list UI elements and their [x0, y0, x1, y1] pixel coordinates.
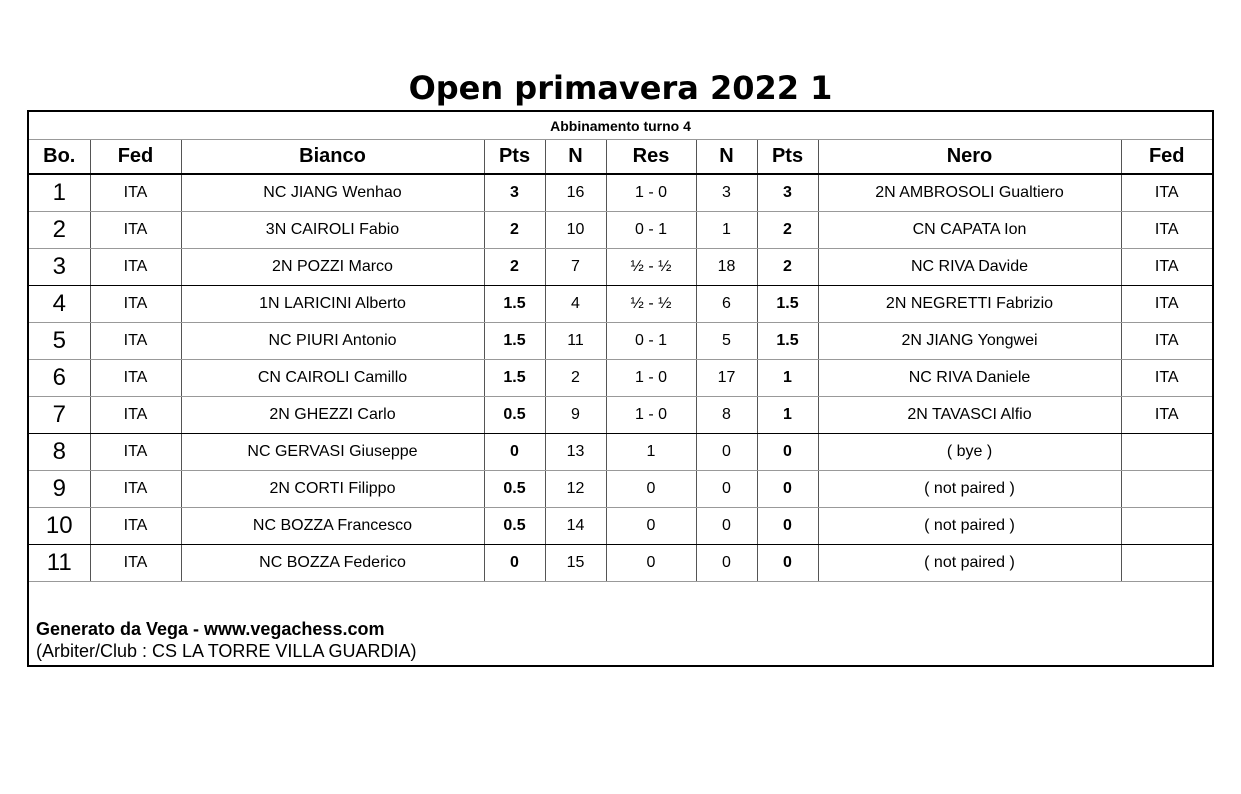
black-player: NC RIVA Daniele: [818, 360, 1121, 397]
board-number: 3: [29, 249, 90, 286]
pts-white: 1.5: [484, 323, 545, 360]
result: 0 - 1: [606, 212, 696, 249]
black-player: ( not paired ): [818, 545, 1121, 582]
pairings-table: [29, 140, 1212, 582]
white-player: 2N CORTI Filippo: [181, 471, 484, 508]
fed-white: ITA: [90, 434, 181, 471]
board-number: 6: [29, 360, 90, 397]
fed-white: ITA: [90, 508, 181, 545]
pts-black: 2: [757, 212, 818, 249]
pairing-row: [29, 397, 1212, 434]
generator-credit: Generato da Vega - www.vegachess.com: [36, 619, 385, 639]
pts-white: 0.5: [484, 397, 545, 434]
result: 0: [606, 508, 696, 545]
pairing-row: [29, 360, 1212, 397]
n-white: 13: [545, 434, 606, 471]
footer: [36, 618, 416, 662]
white-player: 2N POZZI Marco: [181, 249, 484, 286]
n-black: 3: [696, 174, 757, 212]
white-player: 2N GHEZZI Carlo: [181, 397, 484, 434]
black-player: 2N NEGRETTI Fabrizio: [818, 286, 1121, 323]
result: ½ - ½: [606, 286, 696, 323]
pts-white: 3: [484, 174, 545, 212]
header-board: Bo.: [29, 140, 90, 174]
board-number: 8: [29, 434, 90, 471]
fed-black: ITA: [1121, 286, 1212, 323]
document-title: Open primavera 2022 1: [408, 69, 833, 107]
white-player: NC BOZZA Federico: [181, 545, 484, 582]
fed-white: ITA: [90, 212, 181, 249]
pairing-row: [29, 286, 1212, 323]
pts-white: 0: [484, 434, 545, 471]
header-fed-black: Fed: [1121, 140, 1212, 174]
header-black: Nero: [818, 140, 1121, 174]
fed-white: ITA: [90, 249, 181, 286]
board-number: 4: [29, 286, 90, 323]
pairing-row: [29, 545, 1212, 582]
header-n-black: N: [696, 140, 757, 174]
fed-white: ITA: [90, 323, 181, 360]
n-white: 2: [545, 360, 606, 397]
pts-white: 1.5: [484, 360, 545, 397]
n-black: 0: [696, 471, 757, 508]
white-player: CN CAIROLI Camillo: [181, 360, 484, 397]
black-player: CN CAPATA Ion: [818, 212, 1121, 249]
round-subtitle: Abbinamento turno 4: [550, 118, 691, 134]
black-player: NC RIVA Davide: [818, 249, 1121, 286]
result: 1: [606, 434, 696, 471]
result: 0: [606, 471, 696, 508]
n-black: 1: [696, 212, 757, 249]
fed-black: ITA: [1121, 174, 1212, 212]
fed-black: [1121, 545, 1212, 582]
board-number: 2: [29, 212, 90, 249]
pairing-row: [29, 323, 1212, 360]
n-black: 0: [696, 434, 757, 471]
pts-black: 1.5: [757, 323, 818, 360]
n-white: 10: [545, 212, 606, 249]
result: 1 - 0: [606, 174, 696, 212]
white-player: 1N LARICINI Alberto: [181, 286, 484, 323]
n-black: 0: [696, 508, 757, 545]
black-player: ( not paired ): [818, 471, 1121, 508]
board-number: 5: [29, 323, 90, 360]
pts-white: 0: [484, 545, 545, 582]
n-white: 16: [545, 174, 606, 212]
header-pts-white: Pts: [484, 140, 545, 174]
arbiter-club: (Arbiter/Club : CS LA TORRE VILLA GUARDIA): [36, 641, 417, 661]
pts-black: 2: [757, 249, 818, 286]
white-player: NC PIURI Antonio: [181, 323, 484, 360]
pts-white: 2: [484, 249, 545, 286]
header-fed-white: Fed: [90, 140, 181, 174]
fed-black: ITA: [1121, 360, 1212, 397]
n-white: 9: [545, 397, 606, 434]
header-white: Bianco: [181, 140, 484, 174]
header-row: [29, 140, 1212, 174]
pts-black: 1: [757, 360, 818, 397]
pairing-row: [29, 434, 1212, 471]
fed-black: [1121, 434, 1212, 471]
header-n-white: N: [545, 140, 606, 174]
pts-black: 1: [757, 397, 818, 434]
board-number: 1: [29, 174, 90, 212]
fed-white: ITA: [90, 545, 181, 582]
n-black: 0: [696, 545, 757, 582]
white-player: NC BOZZA Francesco: [181, 508, 484, 545]
n-white: 4: [545, 286, 606, 323]
fed-black: [1121, 471, 1212, 508]
white-player: 3N CAIROLI Fabio: [181, 212, 484, 249]
fed-black: ITA: [1121, 212, 1212, 249]
pairings-body: [29, 174, 1212, 582]
board-number: 9: [29, 471, 90, 508]
fed-white: ITA: [90, 360, 181, 397]
result: 0 - 1: [606, 323, 696, 360]
black-player: 2N AMBROSOLI Gualtiero: [818, 174, 1121, 212]
n-black: 17: [696, 360, 757, 397]
pts-black: 1.5: [757, 286, 818, 323]
header-pts-black: Pts: [757, 140, 818, 174]
pts-white: 0.5: [484, 508, 545, 545]
pts-white: 0.5: [484, 471, 545, 508]
white-player: NC GERVASI Giuseppe: [181, 434, 484, 471]
pts-black: 0: [757, 471, 818, 508]
pairing-row: [29, 174, 1212, 212]
pts-black: 0: [757, 434, 818, 471]
fed-white: ITA: [90, 471, 181, 508]
n-black: 18: [696, 249, 757, 286]
board-number: 10: [29, 508, 90, 545]
pairing-row: [29, 249, 1212, 286]
black-player: 2N JIANG Yongwei: [818, 323, 1121, 360]
black-player: ( bye ): [818, 434, 1121, 471]
fed-black: ITA: [1121, 323, 1212, 360]
black-player: ( not paired ): [818, 508, 1121, 545]
black-player: 2N TAVASCI Alfio: [818, 397, 1121, 434]
n-white: 7: [545, 249, 606, 286]
n-black: 8: [696, 397, 757, 434]
fed-black: ITA: [1121, 249, 1212, 286]
fed-white: ITA: [90, 286, 181, 323]
fed-white: ITA: [90, 174, 181, 212]
fed-black: ITA: [1121, 397, 1212, 434]
pts-black: 3: [757, 174, 818, 212]
n-white: 12: [545, 471, 606, 508]
fed-black: [1121, 508, 1212, 545]
n-white: 15: [545, 545, 606, 582]
n-black: 6: [696, 286, 757, 323]
pairings-frame: [27, 110, 1214, 667]
n-black: 5: [696, 323, 757, 360]
pts-black: 0: [757, 508, 818, 545]
n-white: 11: [545, 323, 606, 360]
result: 1 - 0: [606, 360, 696, 397]
result: 0: [606, 545, 696, 582]
pts-white: 1.5: [484, 286, 545, 323]
pairing-row: [29, 508, 1212, 545]
result: 1 - 0: [606, 397, 696, 434]
pairing-row: [29, 471, 1212, 508]
n-white: 14: [545, 508, 606, 545]
board-number: 11: [29, 545, 90, 582]
pts-black: 0: [757, 545, 818, 582]
pairing-row: [29, 212, 1212, 249]
header-result: Res: [606, 140, 696, 174]
result: ½ - ½: [606, 249, 696, 286]
pts-white: 2: [484, 212, 545, 249]
board-number: 7: [29, 397, 90, 434]
white-player: NC JIANG Wenhao: [181, 174, 484, 212]
fed-white: ITA: [90, 397, 181, 434]
